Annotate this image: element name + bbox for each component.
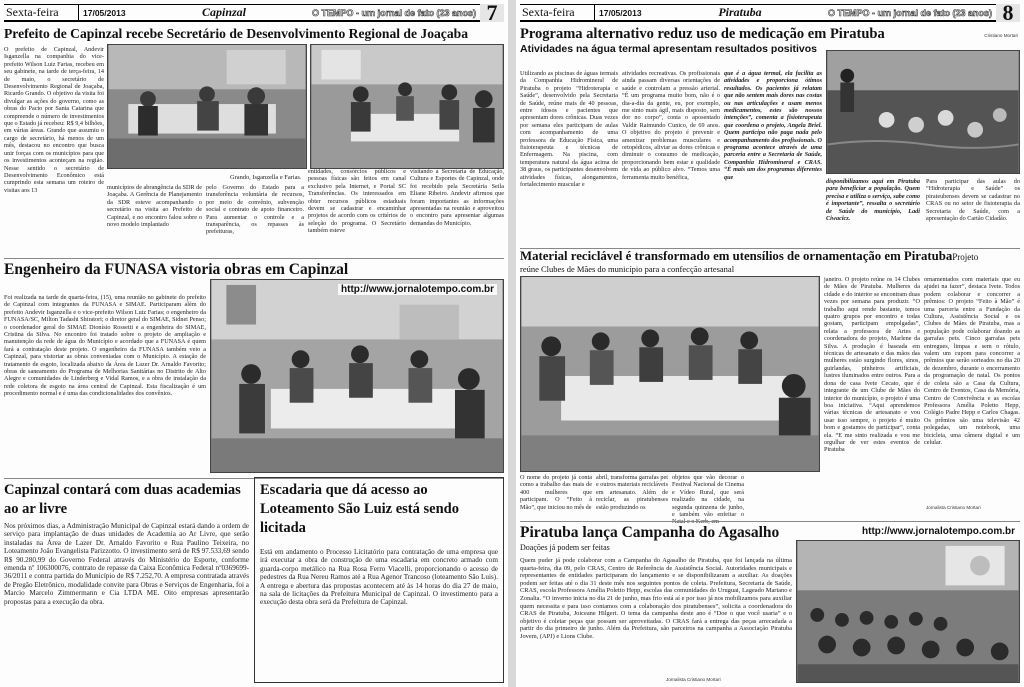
article2-credit: Jornalista Cristiano Mortari: [926, 505, 981, 510]
article3-body: Nos próximos dias, a Administração Municipal de Capinzal estará dando a ordem de serviço para implantação de duas unidades de Academia ao Ar Livre, que serão instaladas na Área de Lazer Dr. Arnaldo Favorito e Rua Paulino Teixeira, no Loteamento João Evangelista Parizzotto. O investimento será de R$ 97.533,69 sendo R$ 90.280,99 do Governo Federal através do Ministério do Esporte, conforme emenda nº 106300076, contrato de repasse da Caixa Econômica Federal nº0369699-36/2011 e contra partida do Município de R$ 7.252,70. A empresa contratada através de Pregão Eletrônico, modalidade convite para Obras e Serviços de Engenharia, foi a Marcio Marcelo Zimmermann e Cia LTDA ME. Oito empresas apresentarão propostas para a execução da obra.: [4, 522, 249, 606]
article1-title: Prefeito de Capinzal recebe Secretário de Desenvolvimento Regional de Joaçaba: [4, 26, 468, 41]
article1-photo-right: [310, 44, 504, 169]
article1-photo-left: [107, 44, 307, 169]
left-page-header: [4, 0, 504, 25]
header-day: Sexta-feira: [4, 5, 79, 20]
right-page: [516, 0, 1024, 687]
header-city: Capinzal: [201, 5, 246, 19]
article1-title: Programa alternativo reduz uso de medicação em Piratuba: [520, 26, 885, 42]
header-city: Piratuba: [718, 5, 762, 19]
crafts-workshop-photo-icon: [521, 277, 819, 471]
auditorium-photo-icon: [797, 541, 1019, 682]
article3-body: Quem puder já pode colaborar com a Campanha do Agasalho de Piratuba, que foi lançada na última quarta-feira, dia 09, pelo CRAS, Centro de Referência de Assistência Social. Autoridades municipais e representantes de entidades participaram do lançamento e se disponibilizaram a auxiliar. As doações podem ser feitas até o dia 31 deste mês nos seguintes pontos de coleta. Prefeitura, Secretaria de Saúde, CRAS, escola Professora Amélia Poletto Hepp, escolas das comunidades do Uruguai, Lageado Mariano e Zonalta. “O inverno inicia no dia 21 de junho, mas frio está aí e por isso já nos mobilizamos para auxiliar quem necessita e para isso contamos com a colaboração dos piratubenses”, solicita a coordenadora do CRAS de Piratuba, Joiceane Hilgert. O tema da campanha deste ano é “Doe o que você usaria” e o objetivo é coletar peças que possam ser aproveitadas. O CRAS fará a entrega das peças arrecadada a partir do dia primeiro de junho. Além da Prefeitura, são parceiros na campanha a Associação Piratuba Jovem, (APJ) e Lions Clube.: [520, 557, 792, 640]
article1-col4: entidades, consórcios públicos e pessoas físicas são feitos em canal exclusivo pela Internet, e Portal SC Transferências. Os interessados em obter recursos públicos estaduais devem se cadastrar e encaminhar projetos de acordo com os critérios de seleção do programa. O Secretário também esteve: [308, 168, 406, 235]
article2-title-tail: Projeto: [952, 252, 979, 262]
header-day: Sexta-feira: [520, 5, 595, 20]
article1-col2: atividades recreativas. Os profissionais ainda passam diversas orientações de saúde e controlam a pressão arterial. “É um programa muito bom, não é o dia-a-dia da gente, eu, por exemplo, me sinto mais ágil, mais disposto, sem dor no corpo”, conta o aposentado Valdir Raimundo Cunico, de 69 anos. O objetivo do projeto é prevenir e amenizar problemas musculares e ortopédicos, aliviar as dores crônicas e diminuir o consumo de medicação, proporcionando bem estar e qualidade de vida ao público alvo. “Temos uma ferramenta muito benéfica,: [622, 70, 720, 181]
group-meeting-photo-icon: [311, 45, 503, 168]
article1-col5: Para participar das aulas do “Hidroterapia e Saúde” os pirateubenses devem se cadastrar no CRAS ou no setor de fisioterapia da Secretaria de Saúde, com a apresentação do Cartão Cidadão.: [926, 178, 1020, 223]
article2-col-b: abril, transforma garrafas pet e outros materiais recicláveis em artesanato. Além de reciclar, as piratubenses estão produzindo os: [596, 474, 668, 511]
article1-col5: visitando a Secretaria de Educação, Cultura e Esportes de Capinzal, onde foi recebido pela Secretária Seila Eliane Ribeiro. Andevir afirmou que foram importantes as informações apresentadas na reunião e aproveitou o encontro para apresentar algumas demandas do Município.: [410, 168, 504, 227]
article2-body: Foi realizada na tarde de quarta-feira, (15), uma reunião no gabinete do prefeito de Capinzal com integrantes da FUNASA e SIMAE. Participaram além do prefeito Andevir Isganzella e o vice-prefeito Wilson Luiz Farias; o engenheiro da FUNASA/SC, Milton Tadashi Shiratori; o diretor geral do SIMAE, Sidnei Penso; o coordenador geral do SIMAE Dionísio Rossetti e a engenheira do SIMAE, Cristina da Silva. No encontro foi tratado sobre o projeto de ampliação e manutenção da rede de água do Município e acordado que a FUNASA é quem fará a contratação deste projeto. O engenheiro da FUNASA também veio a Capinzal, para vistoriar as obras conveniadas com o Município. A estação de tratamento de esgoto, localizada abaixo da Área de Lazer Dr. Arnaldo Favorito; obras de saneamento do Programa de Melhorias Sanitárias no Distrito de Alto Alegre e comunidades de Linderberg e Vidal Ramos, e a obra de instalação da rede coletora de esgoto na área central de Capinzal. Esta fiscalização é um procedimento normal e é uma das condicionalidades dos convênios.: [4, 294, 206, 398]
thermal-pool-photo-icon: [827, 51, 1019, 173]
page-gutter: [508, 0, 516, 687]
article1-credit: Cristiano Mortari: [984, 33, 1018, 38]
divider: [520, 521, 1020, 522]
article3-title: Piratuba lança Campanha do Agasalho: [520, 524, 780, 541]
divider: [4, 258, 504, 259]
article1-col2: municípios de abrangência da SDR de Joaçaba. A Gerência de Planejamento da SDR esteve acompanhando o secretário na visita ao Prefeito de Capinzal, e no encontro falou sobre o novo modelo implantado: [107, 184, 202, 229]
article4-box: [254, 477, 504, 683]
article3-url[interactable]: http://www.jornalotempo.com.br: [859, 526, 1018, 537]
article1-subtitle: Atividades na água termal apresentam resultados positivos: [520, 43, 818, 55]
article1-photo: [826, 50, 1020, 174]
header-tagline: O TEMPO - um jornal de fato (23 anos): [827, 7, 992, 18]
article2-subtitle: reúne Clubes de Mães do município para a confecção artesanal: [520, 264, 735, 274]
article2-title-row: [520, 249, 1020, 264]
article4-body: Está em andamento o Processo Licitatório para contratação de uma empresa que irá executar a obra de construção de uma escadaria em concreto armado com guarda-corpo metálico na Rua Rosa Ferro Viacelli, proporcionando o acesso de pedestres da Rua Nereu Ramos até a Rua Agenor Trancoso (loteamento São Luis). A entrega e abertura das propostas acontecem até às 14 horas do dia 27 de maio, na sala de licitações da Prefeitura Municipal de Capinzal. O investimento para a execução desta obra será da Prefeitura de Capinzal.: [260, 548, 498, 607]
header-tagline: O TEMPO - um jornal de fato (23 anos): [311, 7, 476, 18]
article3-subtitle: Doações já podem ser feitas: [520, 543, 610, 552]
left-page: [0, 0, 508, 687]
article2-photo: [520, 276, 820, 472]
article3-title: Capinzal contará com duas academias ao ar livre: [4, 482, 241, 517]
article2-title: Material reciclável é transformado em utensílios de ornamentação em Piratuba: [520, 249, 953, 263]
article2-col-e: ornamentados com materiais que eu ajudei na fazer”, destaca Ivete. Todos podem colaborar e concorrer a prêmios: O projeto “Feito à Mão” é uma parceria entre a Fundação da Cultura, Assistência Social e os Clubes de Mães de Piratuba, mas a população pode colaborar doando as garrafas pets. Cinco garrafas pets entregues, limpas e sem o rótulo, valem um cupom para concorrer a prêmios que serão sorteados no dia 20 de dezembro, durante o encerramento da programação de natal. Os pontos de coleta são a Casa da Cultura, Centro de Eventos, Casa da Memória, Centro de Convivência e as escolas Professora Amélia Poletto Hepp, Colégio Padre Hepp e Carlos Chagas. Os prêmios são uma televisão 42 polegadas, um notebook, uma bicicleta, uma câmera digital e um celular.: [924, 276, 1020, 446]
office-meeting-photo-icon: [108, 45, 306, 168]
article4-title: Escadaria que dá acesso ao Loteamento São Luiz está sendo licitada: [260, 482, 459, 536]
article2-title: Engenheiro da FUNASA vistoria obras em Capinzal: [4, 261, 349, 278]
page-number: 7: [480, 4, 504, 22]
article1-col3: que é a água termal, ela facilita as atividades e proporciona ótimos resultados. Os pacientes já relatam que não sentem mais dores nas costas ou nas articulações e usam menos medicamentos, estes são nossos intenções”, comenta a fisioterapeuta que coordena o projeto, Angela Briel. Quem participa não paga nada pelo acompanhamento dos profissionais. O programa acontece através de uma parceria entre a Secretaria de Saúde, Companhia Hidromineral e CRAS. “É mais um dos programas diferentes que: [724, 70, 822, 181]
article1-col1: Utilizando as piscinas de águas termais da Companhia Hidromineral de Piratuba o projeto “Hidroterapia e Saúde”, desenvolvido pela Secretaria de Saúde, reúne mais de 40 pessoas, entre idosos e pacientes que apresentam dores crônicas. Duas vezes por semana eles participam de aulas com acompanhamento de uma professora de Educação Física, uma fisioterapeuta e técnicas de Enfermagem. Na piscina, com temperatura natural da água acima de 38 graus, os participantes desenvolvem atividades físicas, alongamentos, fortalecimento muscular e: [520, 70, 618, 189]
conference-table-photo-icon: [211, 280, 503, 472]
article1-caption: Grando, Isganzella e Farias.: [230, 174, 302, 181]
article2-url[interactable]: http://www.jornalotempo.com.br: [338, 284, 497, 295]
article3-photo: [796, 540, 1020, 683]
article2-col-c: objetos que vão decorar o Festival Nacional de Cinema e Vídeo Rural, que será realizado na cidade, na segunda quinzena de junho, e também vão enfeitar o: [672, 474, 744, 519]
right-page-header: [520, 0, 1020, 25]
article2-col-d: janeiro. O projeto reúne os 14 Clubes de Mães de Piratuba. Mulheres da cidade e do interior se encontram duas vezes por semana para produzir. “O trabalho aqui rende bastante, temos quatro grupos por encontro e todas gostam, participam empolgadas”, relata a professora de Artes e coordenadora do projeto, Marlene da Silva. A produção é baseada em técnicas de artesanato e das mãos das mulheres estão surgindo flores, sinos, guirlandas, pinheiros artificiais, lustres iluminados entre outros. Para a dona de casa Ivete Cecato, que é integrante de um Clube de Mães do interior do município, o projeto é uma boa iniciativa. “Aqui aprendemos várias técnicas de artesanato e vou usar isso sempre, o projeto é muito bom e gostamos de participar”, conta ela. “E me sinto realizada e vou me orgulhar de ver estes eventos de Piratuba: [824, 276, 920, 454]
page-number: 8: [996, 4, 1020, 22]
article1-col1: O prefeito de Capinzal, Andevir Isganzella na companhia do vice-prefeito Wilson Luiz Farias, recebeu em seu gabinete, na tarde de terça-feira, 14 de maio, o secretário de Desenvolvimento Regional de Joaçaba, Ricardo Grando. O objetivo da visita foi divulgar as ações do governo, como as obras do Pacto por Santa Catarina que compreende o número de investimentos que o Estado já recebeu: R$ 9,4 bilhões, em várias áreas. Grando que assumiu o cargo de secretário, há menos de um mês, destacou no encontro que busca unir forças com os municípios para que os investimentos aconteçam na região. Nesse sentido o secretário de Desenvolvimento Econômico está cumprindo esta semana um roteiro de visitas aos 13: [4, 46, 104, 194]
article1-col4: disponibilizamos aqui em Piratuba para beneficiar a população. Quem precisa e utiliza o serviço, sabe como é importante”, ressalta o secretário de Saúde do município, Ladi Ciwacicz.: [826, 178, 920, 223]
article1-col3: pelo Governo do Estado para a transferência voluntária de recursos, por meio de convênio, subvenção social e contrato de apoio financeiro. Para aumentar o controle e a transparência, os repasses às prefeituras,: [206, 184, 304, 236]
article2-photo: [210, 279, 504, 473]
header-date: 17/05/2013: [83, 7, 126, 18]
article2-col-a: O nome do projeto já conta como a trabalho das mais de 400 mulheres que participam. O “Feito à Mão”, que iniciou no mês de: [520, 474, 592, 511]
header-date: 17/05/2013: [599, 7, 642, 18]
article3-credit: Jornalista Cristiano Mortari: [666, 677, 721, 682]
